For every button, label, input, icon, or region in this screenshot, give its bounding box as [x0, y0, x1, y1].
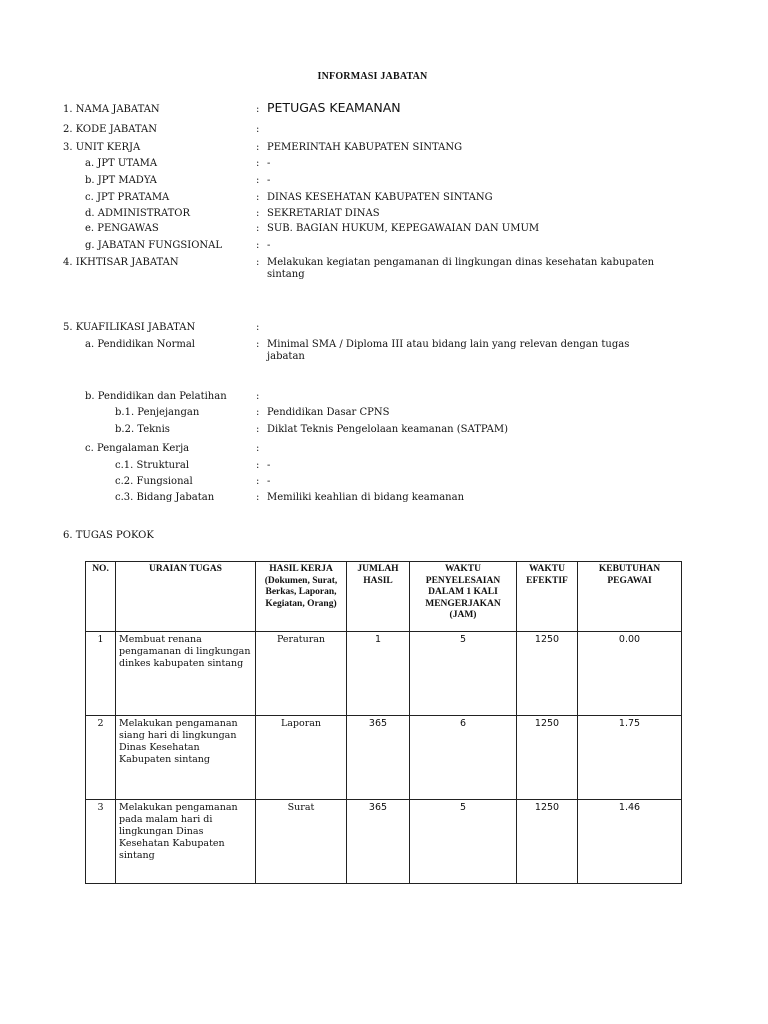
- field-colon: :: [256, 492, 260, 503]
- cell-waktu: 6: [410, 716, 517, 800]
- field-value: SEKRETARIAT DINAS: [267, 208, 380, 219]
- field-colon: :: [256, 192, 260, 203]
- field-colon: :: [256, 208, 260, 219]
- field-colon: :: [256, 407, 260, 418]
- header-hasil-kerja: HASIL KERJA (Dokumen, Surat, Berkas, Laporan, Kegiatan, Orang): [256, 562, 347, 632]
- field-value: -: [267, 175, 271, 186]
- cell-hasil: Surat: [256, 800, 347, 884]
- field-label: c.1. Struktural: [115, 460, 190, 471]
- field-label: a. JPT UTAMA: [85, 158, 158, 169]
- cell-uraian: Membuat renana pengamanan di lingkungan dinkes kabupaten sintang: [116, 632, 256, 716]
- cell-efektif: 1250: [517, 800, 578, 884]
- field-colon: :: [256, 142, 260, 153]
- cell-efektif: 1250: [517, 632, 578, 716]
- field-label: c.2. Fungsional: [115, 476, 193, 487]
- field-label: b.2. Teknis: [115, 424, 170, 435]
- field-value: Pendidikan Dasar CPNS: [267, 407, 390, 418]
- header-no: NO.: [86, 562, 116, 632]
- field-colon: :: [256, 223, 260, 234]
- table-row: [86, 632, 682, 716]
- field-label: 2. KODE JABATAN: [63, 124, 157, 135]
- field-colon: :: [256, 391, 260, 402]
- cell-jumlah: 1: [347, 632, 410, 716]
- cell-kebutuhan: 1.46: [578, 800, 682, 884]
- cell-hasil: Laporan: [256, 716, 347, 800]
- field-colon: :: [256, 322, 260, 333]
- cell-waktu: 5: [410, 632, 517, 716]
- section-heading-tugas-pokok: 6. TUGAS POKOK: [63, 530, 154, 541]
- table-header-row: [86, 562, 682, 632]
- header-uraian-tugas: URAIAN TUGAS: [116, 562, 256, 632]
- field-value: -: [267, 240, 271, 251]
- cell-jumlah: 365: [347, 716, 410, 800]
- cell-no: 2: [86, 716, 116, 800]
- document-title: INFORMASI JABATAN: [317, 71, 428, 82]
- cell-jumlah: 365: [347, 800, 410, 884]
- cell-hasil: Peraturan: [256, 632, 347, 716]
- field-label: c.3. Bidang Jabatan: [115, 492, 215, 503]
- field-label: d. ADMINISTRATOR: [85, 208, 191, 219]
- field-colon: :: [256, 158, 260, 169]
- header-waktu-efektif: WAKTU EFEKTIF: [517, 562, 578, 632]
- field-label: b. Pendidikan dan Pelatihan: [85, 391, 227, 402]
- cell-kebutuhan: 0.00: [578, 632, 682, 716]
- field-value: Minimal SMA / Diploma III atau bidang lain yang relevan dengan tugas jabatan: [267, 339, 630, 362]
- field-colon: :: [256, 460, 260, 471]
- field-value: -: [267, 460, 271, 471]
- field-value: PETUGAS KEAMANAN: [267, 100, 401, 115]
- field-value: PEMERINTAH KABUPATEN SINTANG: [267, 142, 463, 153]
- field-label: e. PENGAWAS: [85, 223, 159, 234]
- cell-efektif: 1250: [517, 716, 578, 800]
- field-value: -: [267, 158, 271, 169]
- field-colon: :: [256, 424, 260, 435]
- field-colon: :: [256, 257, 260, 268]
- cell-waktu: 5: [410, 800, 517, 884]
- header-waktu-penyelesaian: WAKTU PENYELESAIAN DALAM 1 KALI MENGERJAKAN (JAM): [410, 562, 517, 632]
- cell-kebutuhan: 1.75: [578, 716, 682, 800]
- field-label: g. JABATAN FUNGSIONAL: [85, 240, 223, 251]
- field-label: 4. IKHTISAR JABATAN: [63, 257, 179, 268]
- field-label: c. JPT PRATAMA: [85, 192, 170, 203]
- table-row: [86, 800, 682, 884]
- field-label: b. JPT MADYA: [85, 175, 157, 186]
- field-label: 1. NAMA JABATAN: [63, 104, 160, 115]
- field-label: a. Pendidikan Normal: [85, 339, 195, 350]
- field-label: 5. KUAFILIKASI JABATAN: [63, 322, 196, 333]
- field-label: 3. UNIT KERJA: [63, 142, 141, 153]
- field-colon: :: [256, 175, 260, 186]
- field-label: b.1. Penjejangan: [115, 407, 200, 418]
- cell-uraian: Melakukan pengamanan siang hari di lingkungan Dinas Kesehatan Kabupaten sintang: [116, 716, 256, 800]
- field-colon: :: [256, 339, 260, 350]
- field-value: Melakukan kegiatan pengamanan di lingkungan dinas kesehatan kabupaten sintang: [267, 257, 655, 280]
- field-value: Memiliki keahlian di bidang keamanan: [267, 492, 465, 503]
- field-value: SUB. BAGIAN HUKUM, KEPEGAWAIAN DAN UMUM: [267, 223, 540, 234]
- header-kebutuhan-pegawai: KEBUTUHAN PEGAWAI: [578, 562, 682, 632]
- field-label: c. Pengalaman Kerja: [85, 443, 190, 454]
- tugas-pokok-table: [85, 561, 682, 884]
- field-value: -: [267, 476, 271, 487]
- field-colon: :: [256, 240, 260, 251]
- field-value: DINAS KESEHATAN KABUPATEN SINTANG: [267, 192, 493, 203]
- field-colon: :: [256, 104, 260, 115]
- field-colon: :: [256, 124, 260, 135]
- field-colon: :: [256, 443, 260, 454]
- field-value: Diklat Teknis Pengelolaan keamanan (SATPAM): [267, 424, 509, 435]
- cell-no: 3: [86, 800, 116, 884]
- cell-uraian: Melakukan pengamanan pada malam hari di lingkungan Dinas Kesehatan Kabupaten sintang: [116, 800, 256, 884]
- field-colon: :: [256, 476, 260, 487]
- header-jumlah-hasil: JUMLAH HASIL: [347, 562, 410, 632]
- table-row: [86, 716, 682, 800]
- cell-no: 1: [86, 632, 116, 716]
